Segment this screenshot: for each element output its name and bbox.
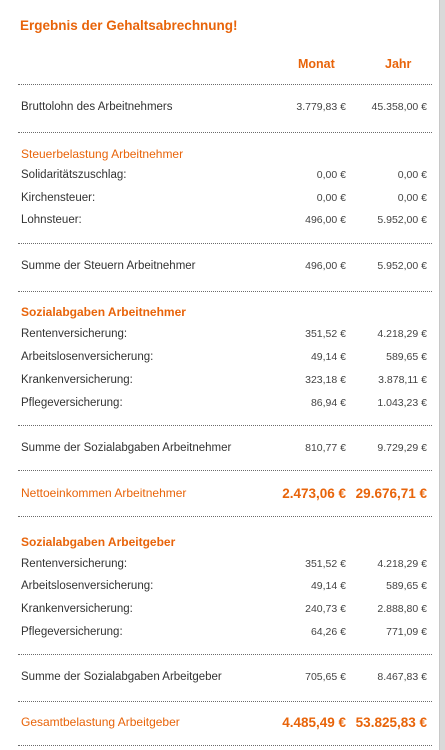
row-month-value: 4.485,49 € [282,715,346,730]
row-month-value: 2.473,06 € [282,486,346,501]
divider [18,425,432,426]
row-month-value: 86,94 € [310,397,346,409]
row-year-value: 771,09 € [386,626,427,638]
divider [18,84,432,85]
row-label: Rentenversicherung: [21,328,128,340]
row-month-value: 705,65 € [305,671,346,683]
row-label: Pflegeversicherung: [21,626,123,638]
row-label: Arbeitslosenversicherung: [21,580,154,592]
row-month-value: 810,77 € [305,442,346,454]
social-employer-row [0,626,440,644]
page-title: Ergebnis der Gehaltsabrechnung! [20,18,238,33]
row-month-value: 323,18 € [305,374,346,386]
social-employee-row [0,397,440,415]
row-label: Bruttolohn des Arbeitnehmers [21,101,173,113]
row-label: Summe der Sozialabgaben Arbeitnehmer [21,442,232,454]
tax-row [0,214,440,232]
gross-salary-row [0,101,440,119]
divider [18,291,432,292]
tax-row [0,169,440,187]
row-year-value: 2.888,80 € [377,603,427,615]
row-month-value: 351,52 € [305,558,346,570]
row-year-value: 0,00 € [397,169,427,181]
social-employee-row [0,374,440,392]
row-year-value: 4.218,29 € [377,558,427,570]
row-year-value: 53.825,83 € [355,715,427,730]
row-year-value: 45.358,00 € [371,101,427,113]
social-employee-sum-row [0,442,440,460]
row-label: Arbeitslosenversicherung: [21,351,154,363]
row-year-value: 1.043,23 € [377,397,427,409]
social-employer-row [0,603,440,621]
row-year-value: 0,00 € [397,192,427,204]
divider [18,701,432,702]
row-year-value: 589,65 € [386,351,427,363]
section-heading-tax: Steuerbelastung Arbeitnehmer [21,147,184,161]
divider [18,470,432,471]
row-label: Solidaritätszuschlag: [21,169,127,181]
row-month-value: 49,14 € [310,351,346,363]
column-header-month: Monat [298,57,335,71]
row-label: Gesamtbelastung Arbeitgeber [21,715,180,729]
section-heading-social-employee: Sozialabgaben Arbeitnehmer [21,305,186,319]
total-employer-cost-row [0,715,440,733]
social-employer-row [0,558,440,576]
social-employer-sum-row [0,671,440,689]
row-year-value: 4.218,29 € [377,328,427,340]
row-month-value: 0,00 € [316,169,346,181]
row-month-value: 351,52 € [305,328,346,340]
row-month-value: 240,73 € [305,603,346,615]
row-month-value: 64,26 € [310,626,346,638]
divider [18,243,432,244]
row-month-value: 0,00 € [316,192,346,204]
row-year-value: 8.467,83 € [377,671,427,683]
row-month-value: 496,00 € [305,260,346,272]
social-employer-row [0,580,440,598]
row-label: Nettoeinkommen Arbeitnehmer [21,486,187,500]
row-year-value: 9.729,29 € [377,442,427,454]
section-heading-social-employer: Sozialabgaben Arbeitgeber [21,535,176,549]
row-label: Lohnsteuer: [21,214,82,226]
row-label: Summe der Steuern Arbeitnehmer [21,260,196,272]
row-month-value: 3.779,83 € [296,101,346,113]
row-label: Pflegeversicherung: [21,397,123,409]
row-year-value: 589,65 € [386,580,427,592]
row-label: Krankenversicherung: [21,603,133,615]
column-header-year: Jahr [385,57,412,71]
divider [18,654,432,655]
row-year-value: 5.952,00 € [377,260,427,272]
row-month-value: 49,14 € [310,580,346,592]
row-month-value: 496,00 € [305,214,346,226]
row-label: Krankenversicherung: [21,374,133,386]
row-year-value: 29.676,71 € [355,486,427,501]
row-year-value: 3.878,11 € [378,374,427,386]
row-year-value: 5.952,00 € [377,214,427,226]
social-employee-row [0,351,440,369]
tax-sum-row [0,260,440,278]
net-income-row [0,486,440,504]
divider [18,132,432,133]
row-label: Kirchensteuer: [21,192,96,204]
divider [18,745,432,746]
divider [18,516,432,517]
row-label: Rentenversicherung: [21,558,128,570]
tax-row [0,192,440,210]
social-employee-row [0,328,440,346]
row-label: Summe der Sozialabgaben Arbeitgeber [21,671,222,683]
